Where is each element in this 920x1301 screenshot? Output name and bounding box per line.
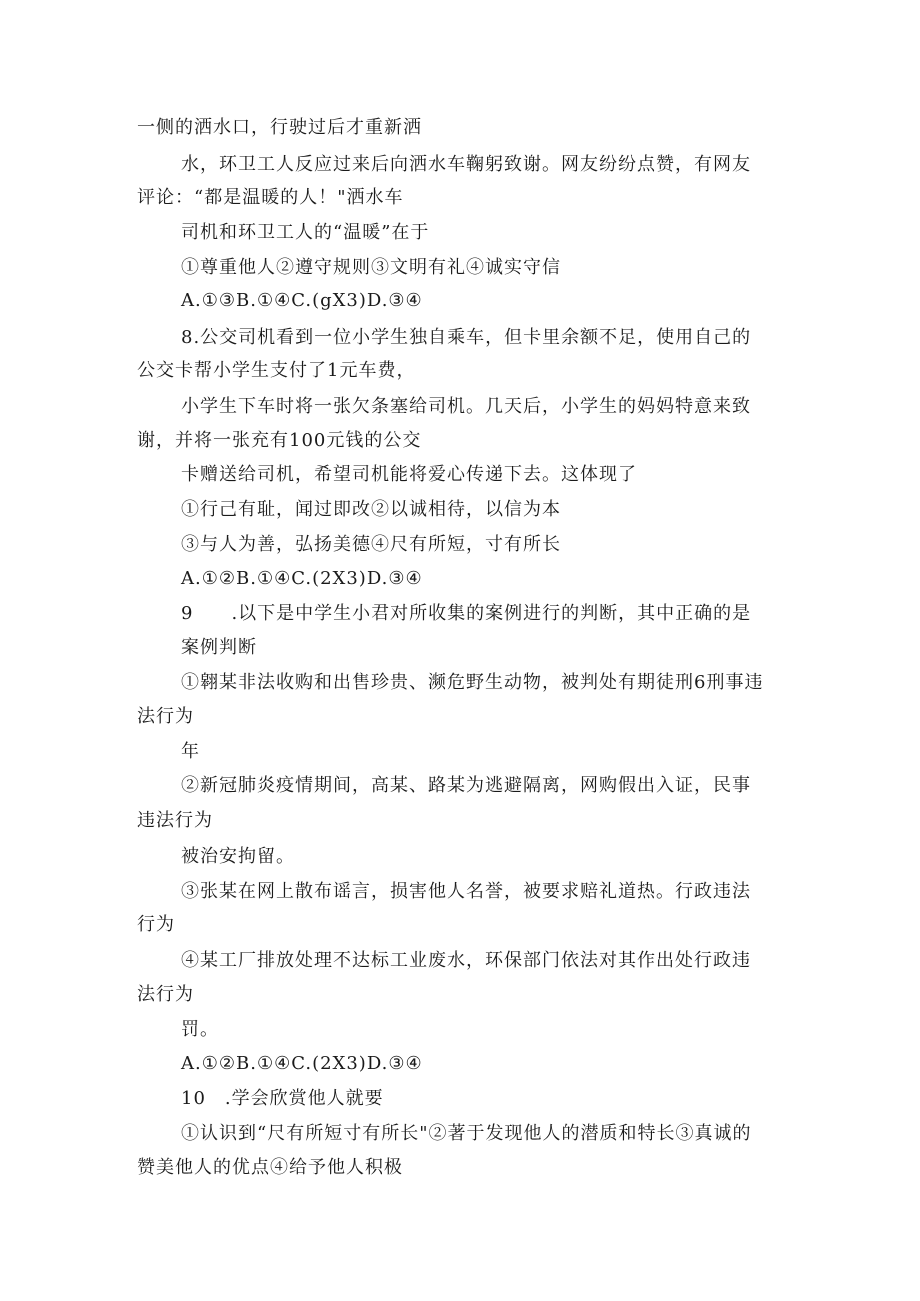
case-4-line-3: 罚。 <box>181 1019 219 1040</box>
answer-line-q9: A.①②B.①④C.(2X3)D.③④ <box>181 1053 423 1074</box>
question-8-line-5: 卡赠送给司机，希望司机能将爱心传递下去。这体现了 <box>181 464 637 485</box>
case-4-line-1: ④某工厂排放处理不达标工业废水，环保部门依法对其作出处行政违 <box>181 950 751 971</box>
option-line-q8-2: ③与人为善，弘扬美德④尺有所短，寸有所长 <box>181 534 561 555</box>
option-line-q7: ①尊重他人②遵守规则③文明有礼④诚实守信 <box>181 257 561 278</box>
question-8-line-2: 公交卡帮小学生支付了1元车费， <box>137 360 416 381</box>
text-line-3: 评论：“都是温暖的人！"洒水车 <box>137 187 404 208</box>
case-1-line-3: 年 <box>181 741 200 762</box>
case-3-line-1: ③张某在网上散布谣言，损害他人名誉，被要求赔礼道热。行政违法 <box>181 881 751 902</box>
text-line-2: 水，环卫工人反应过来后向洒水车鞠躬致谢。网友纷纷点赞，有网友 <box>181 154 751 175</box>
question-8-line-4: 谢，并将一张充有100元钱的公交 <box>137 430 422 451</box>
option-line-q8-1: ①行己有耻，闻过即改②以诚相待，以信为本 <box>181 499 561 520</box>
text-line-1: 一侧的洒水口，行驶过后才重新洒 <box>137 117 422 138</box>
question-9-header: 案例判断 <box>181 637 257 658</box>
option-line-q10-1: ①认识到“尺有所短寸有所长"②著于发现他人的潜质和特长③真诚的 <box>181 1123 752 1144</box>
case-4-line-2: 法行为 <box>137 984 194 1005</box>
question-8-line-1: 8.公交司机看到一位小学生独自乘车，但卡里余额不足，使用自己的 <box>181 327 752 348</box>
question-8-line-3: 小学生下车时将一张欠条塞给司机。几天后，小学生的妈妈特意来致 <box>181 396 751 417</box>
case-2-line-1: ②新冠肺炎疫情期间，高某、路某为逃避隔离，网购假出入证，民事 <box>181 775 751 796</box>
case-2-line-2: 违法行为 <box>137 810 213 831</box>
option-line-q10-2: 赞美他人的优点④给予他人积极 <box>137 1157 403 1178</box>
question-9-line-1: 9 .以下是中学生小君对所收集的案例进行的判断，其中正确的是 <box>181 603 752 624</box>
question-10-line-1: 10 .学会欣赏他人就要 <box>181 1088 384 1109</box>
text-line-4: 司机和环卫工人的“温暖”在于 <box>181 222 430 243</box>
answer-line-q8: A.①②B.①④C.(2X3)D.③④ <box>181 568 423 589</box>
case-2-line-3: 被治安拘留。 <box>181 846 295 867</box>
answer-line-q7: A.①③B.①④C.(gX3)D.③④ <box>181 290 423 311</box>
case-3-line-2: 行为 <box>137 914 175 935</box>
case-1-line-1: ①翱某非法收购和出售珍贵、濒危野生动物，被判处有期徒刑6刑事违 <box>181 672 764 693</box>
case-1-line-2: 法行为 <box>137 706 194 727</box>
